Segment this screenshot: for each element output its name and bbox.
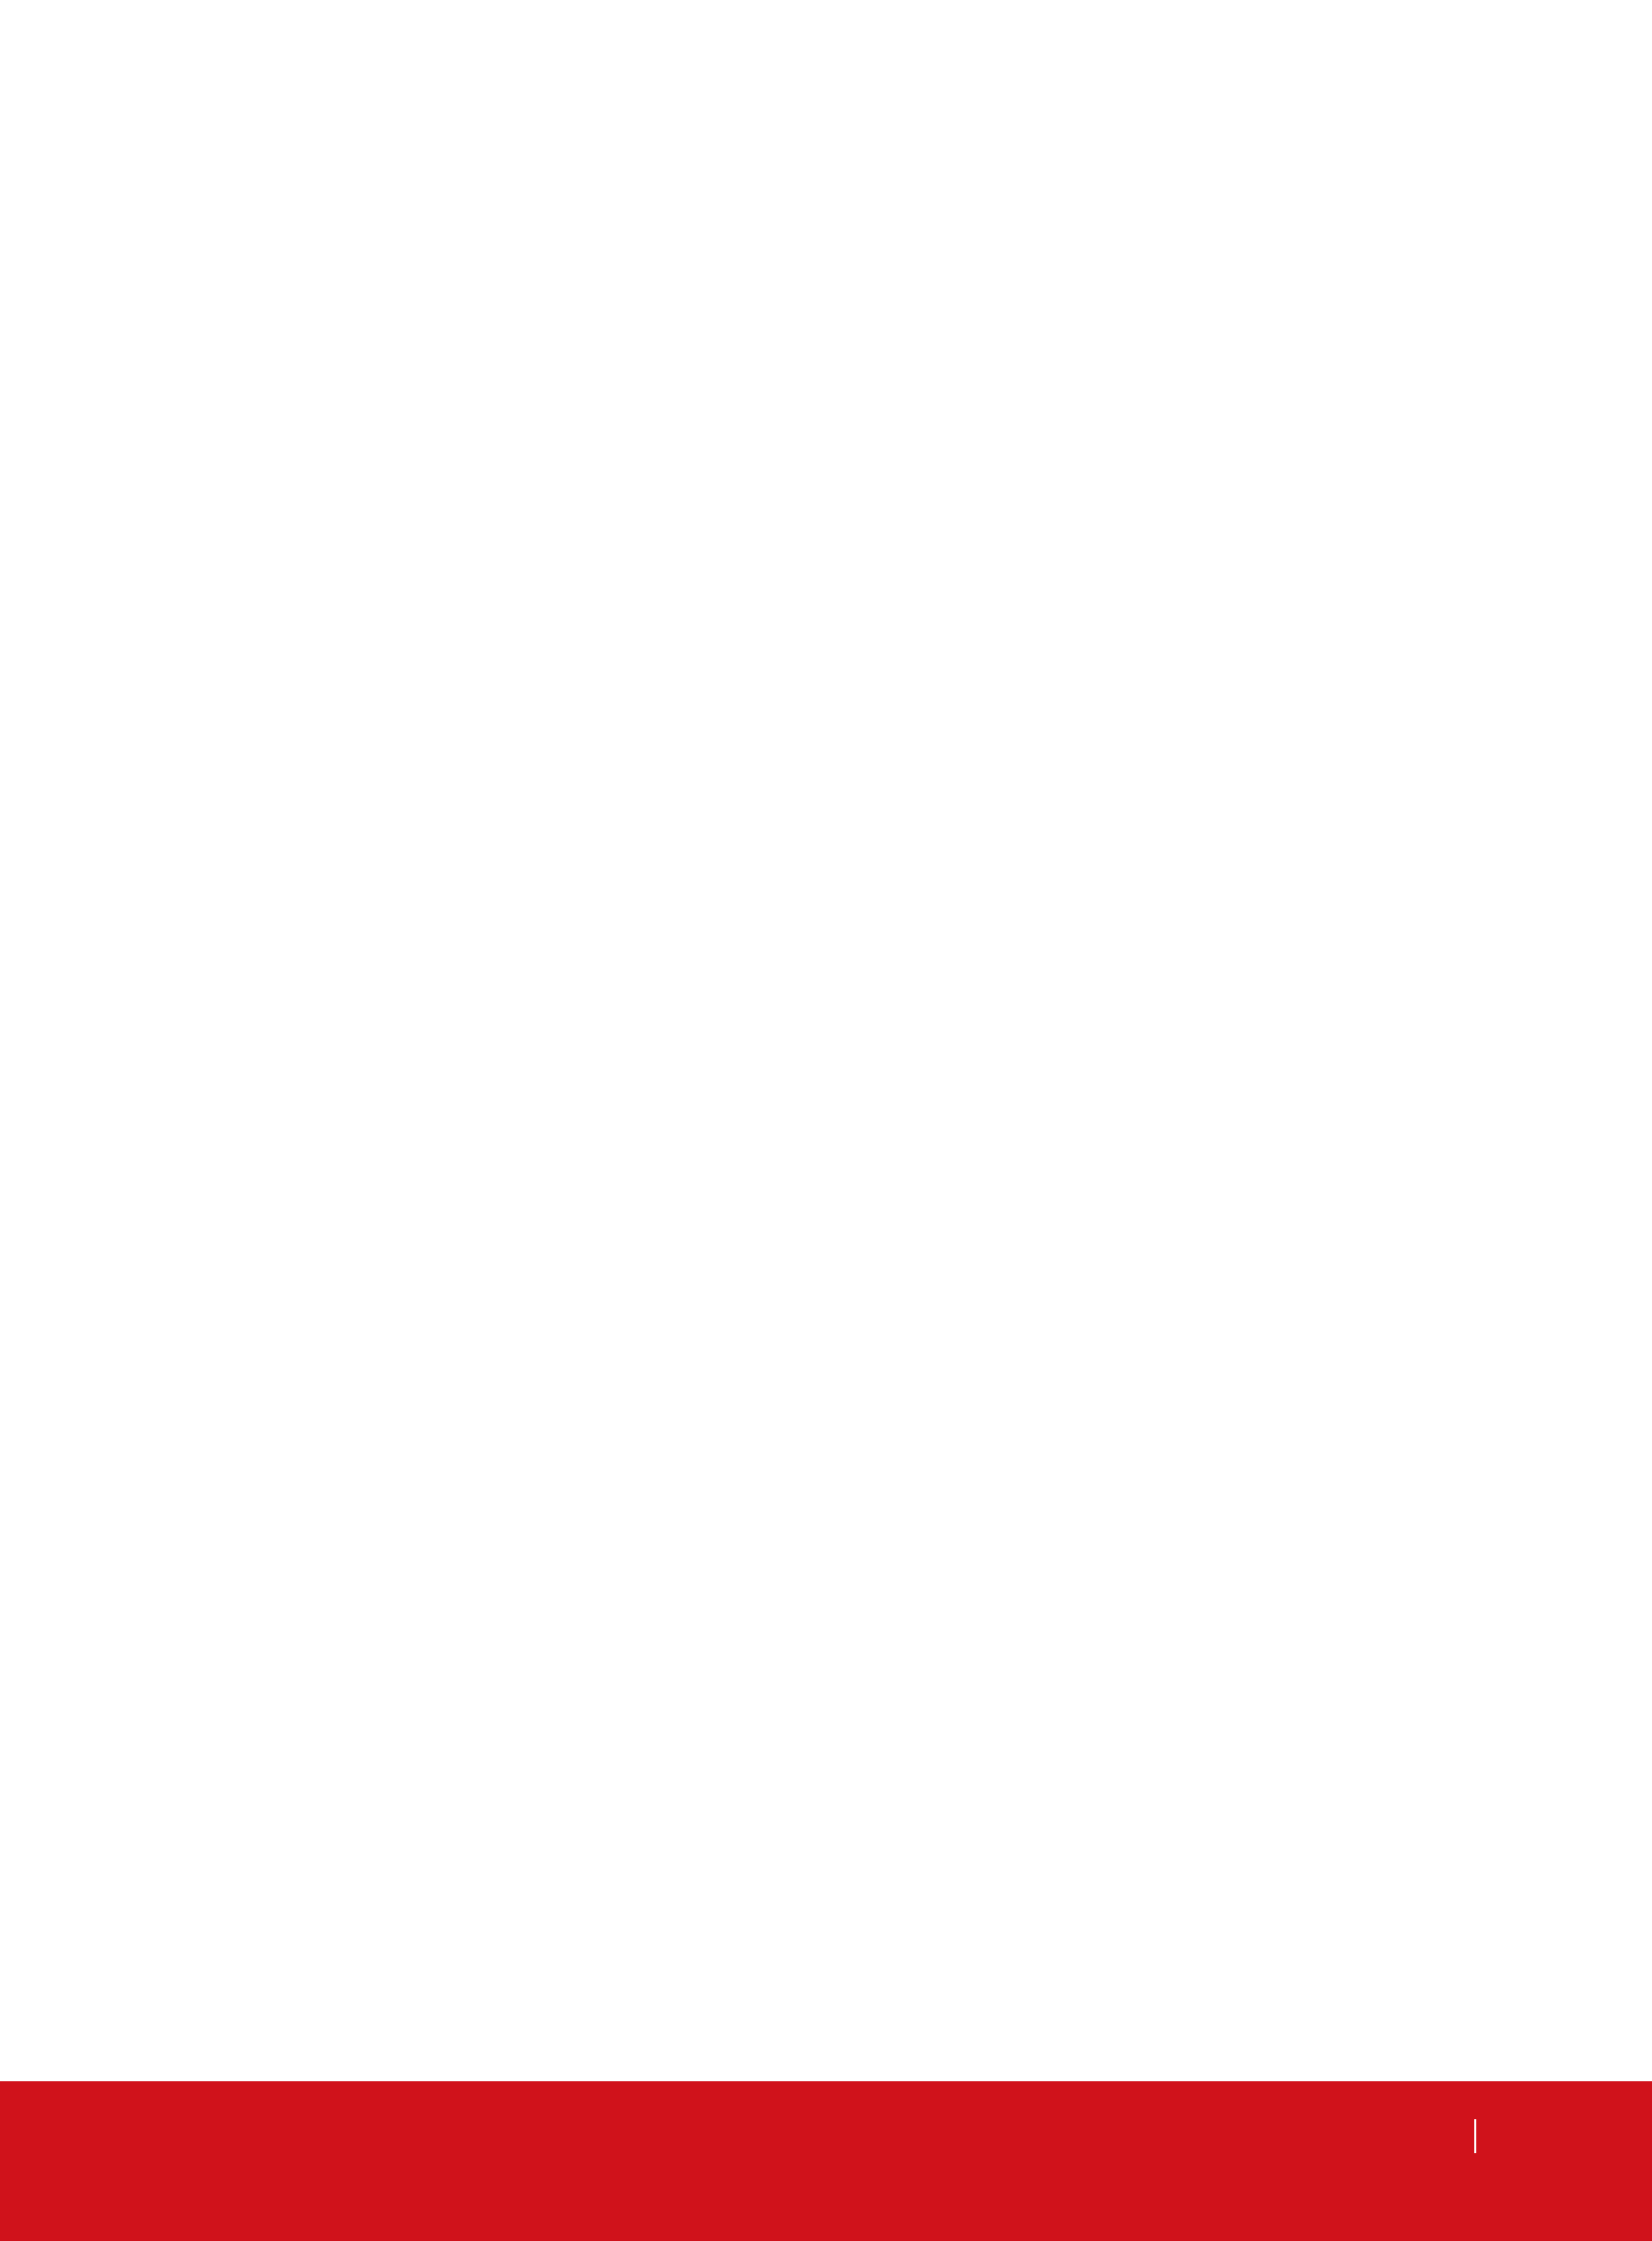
footer-band (0, 2081, 1652, 2241)
footer-divider (1474, 2119, 1476, 2153)
